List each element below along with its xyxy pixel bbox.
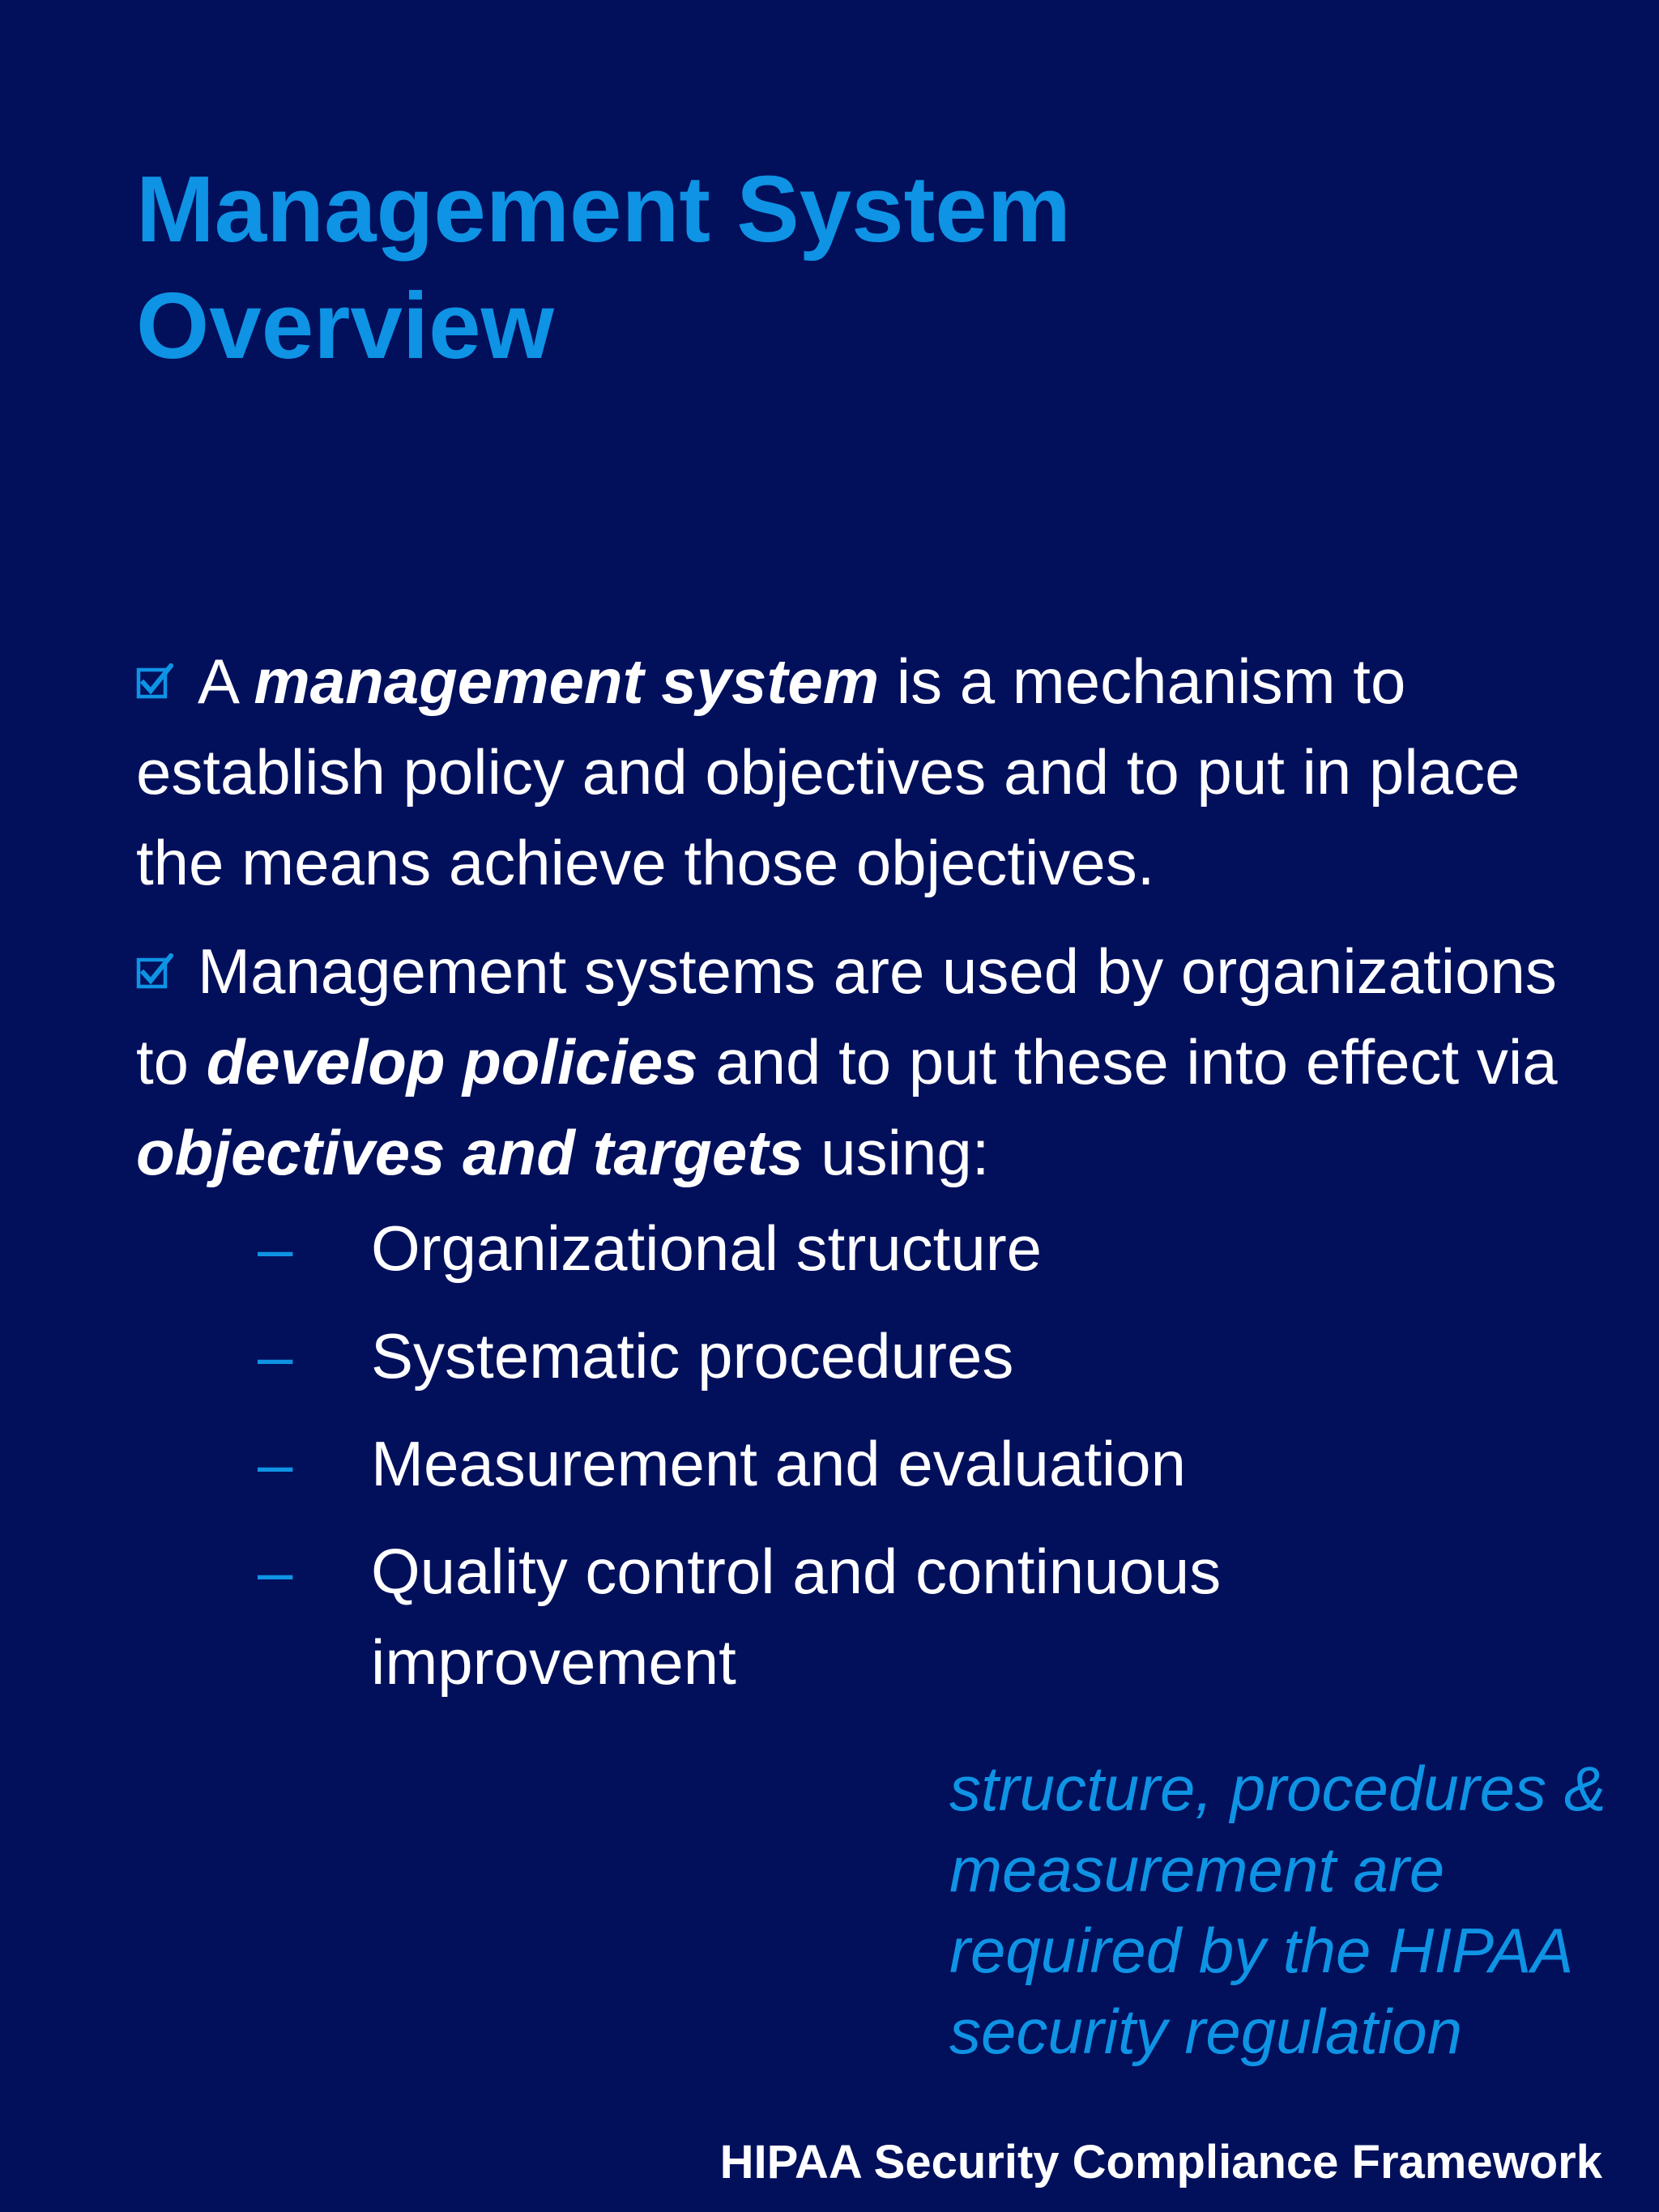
- sub-item-organizational-structure: [136, 1203, 1586, 1294]
- slide-title: Management System Overview: [136, 156, 1071, 378]
- bullet-2-emphasis-develop-policies: develop policies: [206, 1026, 698, 1097]
- hipaa-requirement-note: structure, procedures & measurement are required by the HIPAA security regulation: [949, 1753, 1606, 2067]
- dash-marker: –: [258, 1536, 293, 1607]
- sub-bullet-list: [136, 1203, 1586, 1707]
- dash-marker: –: [258, 1428, 293, 1499]
- footer-framework-title: HIPAA Security Compliance Framework: [719, 2136, 1602, 2189]
- dash-marker: –: [258, 1213, 293, 1284]
- bullet-1-post-text: is a mechanism to establish policy and objectives and to put in place the means achieve those objectives.: [136, 646, 1520, 898]
- sub-item-text: Quality control and continuous improvement: [371, 1536, 1222, 1698]
- sub-item-quality-control: [136, 1526, 1586, 1707]
- bullet-2-mid-text: and to put these into effect via: [715, 1026, 1558, 1097]
- checked-box-icon: [136, 663, 173, 701]
- bullet-list: [136, 636, 1586, 1707]
- bullet-2-post-text: using:: [821, 1117, 990, 1188]
- sub-item-measurement-evaluation: [136, 1418, 1586, 1509]
- sub-item-systematic-procedures: [136, 1311, 1586, 1401]
- bullet-2-emphasis-objectives-targets: objectives and targets: [136, 1117, 804, 1188]
- sub-item-text: Systematic procedures: [371, 1320, 1014, 1392]
- bullet-management-system-usage: [136, 926, 1586, 1707]
- bullet-1-pre-text: A: [198, 646, 237, 717]
- bullet-1-emphasis: management system: [254, 646, 880, 717]
- sub-item-text: Organizational structure: [371, 1213, 1043, 1284]
- bullet-2-pre-text: Management systems are used by organizations to: [136, 936, 1557, 1097]
- sub-item-text: Measurement and evaluation: [371, 1428, 1186, 1499]
- checked-box-icon: [136, 953, 173, 991]
- dash-marker: –: [258, 1320, 293, 1392]
- bullet-management-system-definition: [136, 636, 1586, 908]
